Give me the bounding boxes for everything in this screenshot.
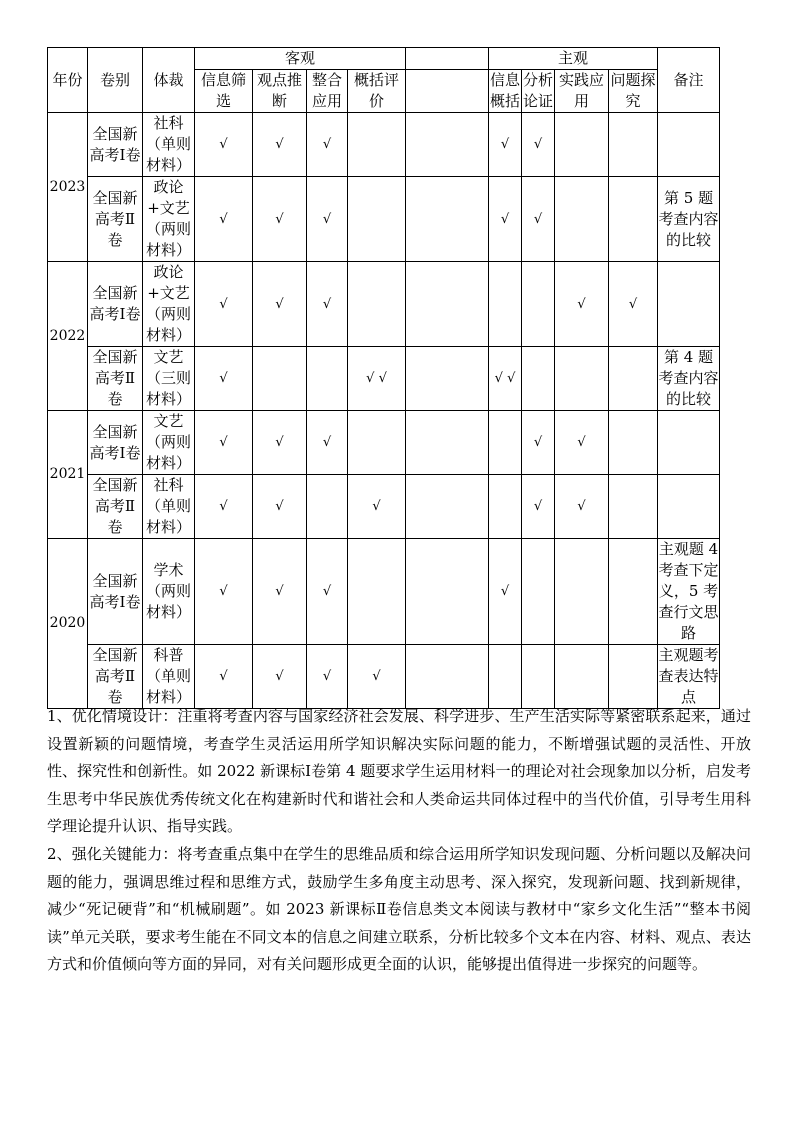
objective-1-cell: √	[195, 539, 253, 645]
subjective-4-cell	[609, 645, 658, 709]
objective-3-cell: √	[307, 539, 348, 645]
paper-cell: 全国新高考Ⅰ卷	[88, 262, 143, 347]
year-cell: 2020	[48, 539, 88, 709]
header-year: 年份	[48, 48, 88, 113]
objective-4-cell	[348, 411, 406, 475]
table-row	[48, 645, 720, 709]
subjective-4-cell: √	[609, 262, 658, 347]
objective-3-cell: √	[307, 411, 348, 475]
subjective-4-cell	[609, 347, 658, 411]
objective-2-cell: √	[253, 262, 307, 347]
objective-1-cell: √	[195, 177, 253, 262]
header-note: 备注	[658, 48, 720, 113]
objective-3-cell	[307, 347, 348, 411]
subjective-3-cell	[555, 347, 609, 411]
objective-4-cell	[348, 539, 406, 645]
subjective-3-cell	[555, 645, 609, 709]
header-view-inference: 观点推断	[253, 70, 307, 113]
note-cell	[658, 411, 720, 475]
subjective-1-cell	[489, 475, 522, 539]
objective-3-cell: √	[307, 177, 348, 262]
header-practice: 实践应用	[555, 70, 609, 113]
note-cell: 主观题考查表达特点	[658, 645, 720, 709]
genre-cell: 学术（两则材料）	[143, 539, 195, 645]
subjective-2-cell: √	[522, 475, 555, 539]
blank-cell	[406, 177, 489, 262]
blank-cell	[406, 475, 489, 539]
blank-cell	[406, 113, 489, 177]
subjective-1-cell: √	[489, 113, 522, 177]
header-info-summary: 信息概括	[489, 70, 522, 113]
objective-1-cell: √	[195, 645, 253, 709]
subjective-3-cell	[555, 113, 609, 177]
table-row	[48, 475, 720, 539]
genre-cell: 社科（单则材料）	[143, 113, 195, 177]
blank-cell	[406, 262, 489, 347]
objective-3-cell: √	[307, 113, 348, 177]
header-subjective-group: 主观	[489, 48, 658, 70]
subjective-3-cell: √	[555, 475, 609, 539]
subjective-2-cell	[522, 645, 555, 709]
year-cell: 2022	[48, 262, 88, 411]
subjective-1-cell	[489, 262, 522, 347]
table-row	[48, 262, 720, 347]
subjective-1-cell	[489, 645, 522, 709]
subjective-4-cell	[609, 113, 658, 177]
genre-cell: 社科（单则材料）	[143, 475, 195, 539]
exam-analysis-table	[47, 47, 720, 709]
subjective-2-cell: √	[522, 177, 555, 262]
subjective-2-cell	[522, 262, 555, 347]
header-analysis-argument: 分析论证	[522, 70, 555, 113]
table-row	[48, 347, 720, 411]
header-inquiry: 问题探究	[609, 70, 658, 113]
note-cell	[658, 262, 720, 347]
subjective-4-cell	[609, 177, 658, 262]
paper-cell: 全国新高考Ⅰ卷	[88, 411, 143, 475]
objective-1-cell: √	[195, 113, 253, 177]
subjective-2-cell: √	[522, 411, 555, 475]
genre-cell: 文艺（两则材料）	[143, 411, 195, 475]
subjective-3-cell	[555, 177, 609, 262]
genre-cell: 文艺（三则材料）	[143, 347, 195, 411]
objective-4-cell	[348, 262, 406, 347]
blank-cell	[406, 411, 489, 475]
subjective-1-cell: √	[489, 177, 522, 262]
objective-1-cell: √	[195, 475, 253, 539]
objective-2-cell: √	[253, 177, 307, 262]
header-objective-group: 客观	[195, 48, 406, 70]
paper-cell: 全国新高考Ⅰ卷	[88, 539, 143, 645]
paper-cell: 全国新高考Ⅰ卷	[88, 113, 143, 177]
paper-cell: 全国新高考Ⅱ卷	[88, 347, 143, 411]
objective-2-cell: √	[253, 113, 307, 177]
note-cell: 第 5 题考查内容的比较	[658, 177, 720, 262]
header-blank	[406, 48, 489, 70]
paper-cell: 全国新高考Ⅱ卷	[88, 645, 143, 709]
paragraph-1: 1、优化情境设计：注重将考查内容与国家经济社会发展、科学进步、生产生活实际等紧密联系起来，通过设置新颖的问题情境，考查学生灵活运用所学知识解决实际问题的能力，不断增强试题的灵活性、开放性、探究性和创新性。如 2022 新课标Ⅰ卷第 4 题要求学生运用材料一的理论对社会现象加以分析，启发考生思考中华民族优秀传统文化在构建新时代和谐社会和人类命运共同体过程中的当代价值，引导考生用科学理论提升认识、指导实践。	[47, 707, 751, 836]
blank-cell	[406, 645, 489, 709]
subjective-4-cell	[609, 475, 658, 539]
note-cell	[658, 113, 720, 177]
table-row	[48, 113, 720, 177]
objective-4-cell: √	[348, 645, 406, 709]
paper-cell: 全国新高考Ⅱ卷	[88, 177, 143, 262]
genre-cell: 政论+文艺（两则材料）	[143, 177, 195, 262]
year-cell: 2021	[48, 411, 88, 539]
note-cell	[658, 475, 720, 539]
subjective-3-cell: √	[555, 262, 609, 347]
subjective-2-cell	[522, 539, 555, 645]
blank-cell	[406, 539, 489, 645]
genre-cell: 政论+文艺（两则材料）	[143, 262, 195, 347]
objective-2-cell: √	[253, 475, 307, 539]
blank-cell	[406, 347, 489, 411]
header-integration: 整合应用	[307, 70, 348, 113]
paper-cell: 全国新高考Ⅱ卷	[88, 475, 143, 539]
header-info-screening: 信息筛选	[195, 70, 253, 113]
objective-3-cell: √	[307, 645, 348, 709]
objective-4-cell	[348, 113, 406, 177]
year-cell: 2023	[48, 113, 88, 262]
objective-4-cell: √ √	[348, 347, 406, 411]
subjective-1-cell: √	[489, 539, 522, 645]
objective-4-cell: √	[348, 475, 406, 539]
objective-2-cell: √	[253, 539, 307, 645]
paragraph-2: 2、强化关键能力：将考查重点集中在学生的思维品质和综合运用所学知识发现问题、分析问题以及解决问题的能力，强调思维过程和思维方式，鼓励学生多角度主动思考、深入探究，发现新问题、找到新规律，减少“死记硬背”和“机械刷题”。如 2023 新课标Ⅱ卷信息类文本阅读与教材中“家乡文化生活”“整本书阅读”单元关联，要求考生能在不同文本的信息之间建立联系，分析比较多个文本在内容、材料、观点、表达方式和价值倾向等方面的异同，对有关问题形成更全面的认识，能够提出值得进一步探究的问题等。	[47, 845, 751, 974]
objective-2-cell: √	[253, 411, 307, 475]
subjective-3-cell: √	[555, 411, 609, 475]
objective-4-cell	[348, 177, 406, 262]
objective-1-cell: √	[195, 347, 253, 411]
subjective-3-cell	[555, 539, 609, 645]
objective-2-cell	[253, 347, 307, 411]
subjective-4-cell	[609, 539, 658, 645]
genre-cell: 科普（单则材料）	[143, 645, 195, 709]
note-cell: 主观题 4 考查下定义，5 考查行文思路	[658, 539, 720, 645]
note-cell: 第 4 题考查内容的比较	[658, 347, 720, 411]
subjective-1-cell	[489, 411, 522, 475]
table-row	[48, 411, 720, 475]
objective-1-cell: √	[195, 411, 253, 475]
subjective-2-cell: √	[522, 113, 555, 177]
objective-3-cell	[307, 475, 348, 539]
objective-3-cell: √	[307, 262, 348, 347]
table-row	[48, 177, 720, 262]
objective-1-cell: √	[195, 262, 253, 347]
header-paper: 卷别	[88, 48, 143, 113]
subjective-1-cell: √ √	[489, 347, 522, 411]
subjective-2-cell	[522, 347, 555, 411]
table-row	[48, 539, 720, 645]
header-genre: 体裁	[143, 48, 195, 113]
header-summary-evaluation: 概括评价	[348, 70, 406, 113]
header-blank-2	[406, 70, 489, 113]
subjective-4-cell	[609, 411, 658, 475]
objective-2-cell: √	[253, 645, 307, 709]
